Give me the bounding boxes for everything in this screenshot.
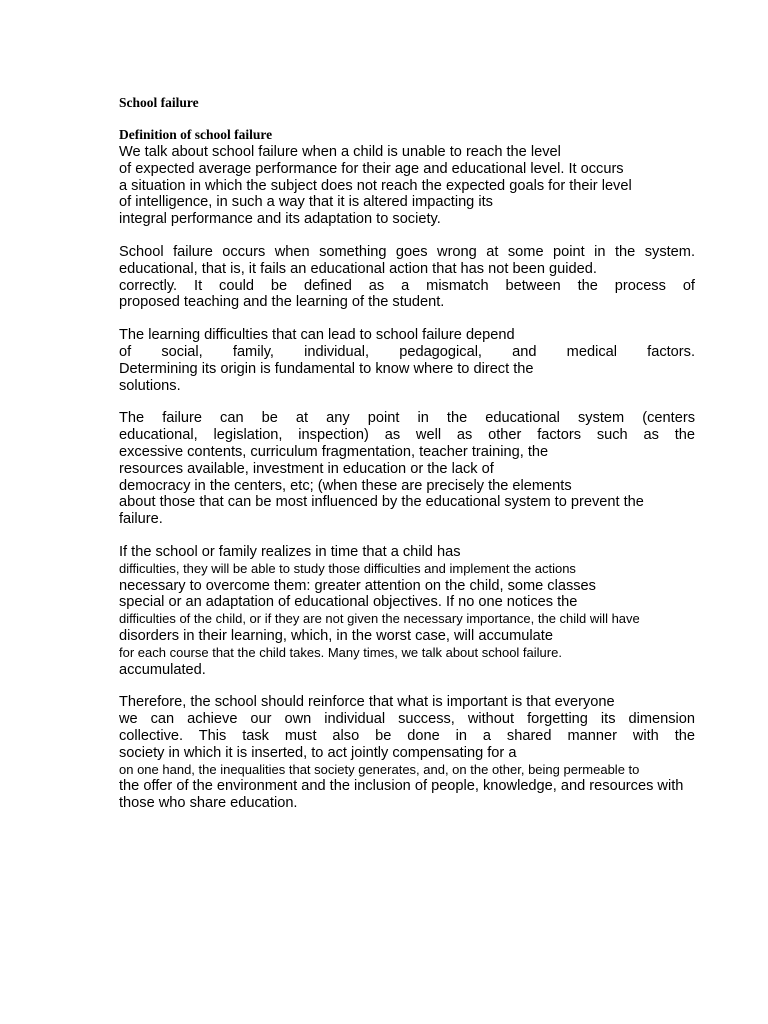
text-line: difficulties, they will be able to study those difficulties and implement the actions [119, 560, 576, 576]
text-line: those who share education. [119, 795, 298, 812]
text-line: We talk about school failure when a child is unable to reach the level [119, 144, 561, 160]
text-line: a situation in which the subject does not reach the expected goals for their level [119, 177, 632, 194]
text-line: Therefore, the school should reinforce that what is important is that everyone [119, 694, 615, 711]
text-line: democracy in the centers, etc; (when these are precisely the elements [119, 477, 572, 494]
paragraph [119, 544, 695, 678]
section-heading: Definition of school failure [119, 127, 273, 142]
text-line: of intelligence, in such a way that it is altered impacting its [119, 194, 493, 211]
text-line: difficulties of the child, or if they are not given the necessary importance, the child will have [119, 611, 640, 627]
paragraph [119, 144, 695, 228]
text-line: of expected average performance for their age and educational level. It occurs [119, 160, 624, 177]
text-line: collective. This task must also be done in a shared manner with the [119, 727, 695, 744]
text-line: necessary to overcome them: greater attention on the child, some classes [119, 577, 596, 594]
text-line: excessive contents, curriculum fragmentation, teacher training, the [119, 443, 549, 460]
text-line: failure. [119, 511, 163, 528]
text-line: The failure can be at any point in the educational system (centers [119, 410, 695, 427]
paragraph [119, 694, 695, 812]
text-line: for each course that the child takes. Many times, we talk about school failure. [119, 644, 562, 660]
text-line: solutions. [119, 377, 181, 394]
text-line: about those that can be most influenced by the educational system to prevent the [119, 494, 644, 511]
text-line: resources available, investment in education or the lack of [119, 460, 494, 477]
document-title: School failure [119, 95, 199, 110]
text-line: special or an adaptation of educational objectives. If no one notices the [119, 594, 578, 611]
text-line: society in which it is inserted, to act jointly compensating for a [119, 744, 517, 761]
text-line: Determining its origin is fundamental to know where to direct the [119, 360, 534, 377]
text-line: educational, legislation, inspection) as well as other factors such as the [119, 427, 695, 444]
text-line: integral performance and its adaptation to society. [119, 211, 441, 228]
text-line: we can achieve our own individual success, without forgetting its dimension [119, 711, 695, 728]
text-line: If the school or family realizes in time that a child has [119, 543, 461, 560]
paragraph [119, 244, 695, 311]
text-line: educational, that is, it fails an educational action that has not been guided. [119, 260, 597, 277]
text-line: the offer of the environment and the inclusion of people, knowledge, and resources with [119, 778, 684, 795]
text-line: The learning difficulties that can lead to school failure depend [119, 327, 515, 344]
text-line: disorders in their learning, which, in the worst case, will accumulate [119, 627, 553, 644]
paragraph [119, 410, 695, 528]
document-body [119, 144, 695, 828]
text-line: of social, family, individual, pedagogical, and medical factors. [119, 343, 695, 360]
paragraph [119, 327, 695, 394]
text-line: correctly. It could be defined as a mismatch between the process of [119, 277, 695, 294]
text-line: proposed teaching and the learning of the student. [119, 294, 445, 311]
text-line: School failure occurs when something goes wrong at some point in the system. [119, 243, 695, 260]
text-line: accumulated. [119, 661, 206, 678]
text-line: on one hand, the inequalities that society generates, and, on the other, being permeable to [119, 761, 640, 777]
